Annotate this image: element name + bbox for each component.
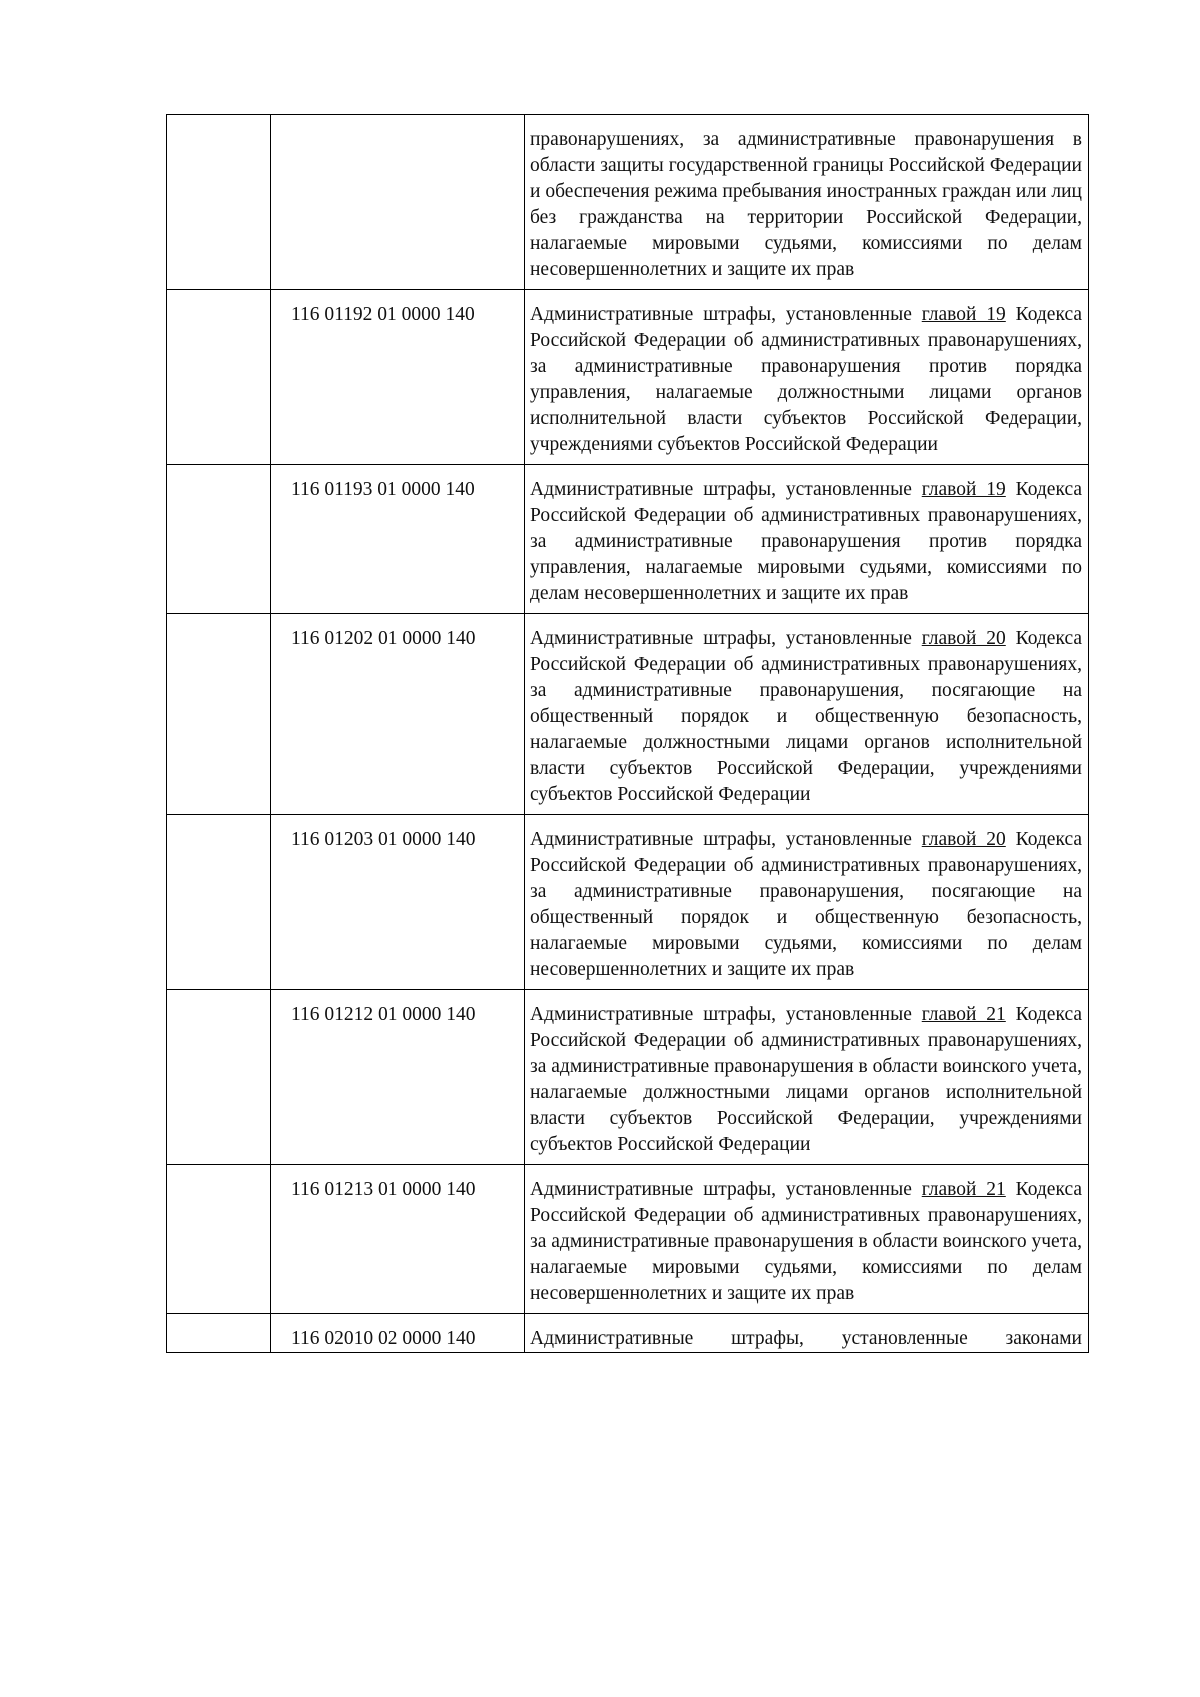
- chapter-link[interactable]: главой 20: [921, 628, 1006, 649]
- budget-code-table: [166, 114, 1089, 1353]
- blank-cell: [167, 815, 271, 990]
- table-row: [167, 465, 1089, 614]
- blank-cell: [167, 614, 271, 815]
- description-cell: [525, 815, 1089, 990]
- chapter-link[interactable]: главой 21: [921, 1004, 1006, 1025]
- description-text: [525, 614, 1088, 814]
- description-rest: Кодекса Российской Федерации об административных правонарушениях, за административные правонарушения, посягающие на общественный порядок и общественную безопасность, налагаемые мировыми судьями, комиссиями по делам несовершеннолетних и защите их прав: [530, 829, 1082, 980]
- description-cell: [525, 115, 1089, 290]
- description-rest: Кодекса Российской Федерации об административных правонарушениях, за административные правонарушения в области воинского учета, налагаемые мировыми судьями, комиссиями по делам несовершеннолетних и защите их прав: [530, 1179, 1082, 1304]
- code-cell: [271, 990, 525, 1165]
- blank-cell: [167, 1314, 271, 1353]
- description-rest: Кодекса Российской Федерации об административных правонарушениях, за административные правонарушения против порядка управления, налагаемые мировыми судьями, комиссиями по делам несовершеннолетних и защите их прав: [530, 479, 1082, 604]
- description-lead: Административные штрафы, установленные: [530, 1179, 922, 1200]
- blank-cell: [167, 290, 271, 465]
- budget-code: 116 01213 01 0000 140: [291, 1179, 476, 1200]
- description-text: [525, 465, 1088, 613]
- description-lead: Административные штрафы, установленные: [530, 829, 922, 850]
- description-cell: [525, 1165, 1089, 1314]
- description-text: [525, 815, 1088, 989]
- code-cell: [271, 290, 525, 465]
- description-text: [525, 990, 1088, 1164]
- budget-code: 116 02010 02 0000 140: [291, 1328, 476, 1349]
- description-rest: Кодекса Российской Федерации об административных правонарушениях, за административные правонарушения, посягающие на общественный порядок и общественную безопасность, налагаемые должностными лицами органов исполнительной власти субъектов Российской Федерации, учреждениями субъектов Российской Федерации: [530, 628, 1082, 805]
- table-row: [167, 115, 1089, 290]
- budget-code: [271, 115, 524, 127]
- blank-cell: [167, 115, 271, 290]
- description-lead: Административные штрафы, установленные: [530, 628, 922, 649]
- code-cell: [271, 1314, 525, 1353]
- description-rest: Кодекса Российской Федерации об административных правонарушениях, за административные правонарушения в области воинского учета, налагаемые должностными лицами органов исполнительной власти субъектов Российской Федерации, учреждениями субъектов Российской Федерации: [530, 1004, 1082, 1155]
- blank-cell: [167, 465, 271, 614]
- description-rest: Кодекса Российской Федерации об административных правонарушениях, за административные правонарушения против порядка управления, налагаемые должностными лицами органов исполнительной власти субъектов Российской Федерации, учреждениями субъектов Российской Федерации: [530, 304, 1082, 455]
- budget-code: 116 01203 01 0000 140: [291, 829, 476, 850]
- table-row: [167, 815, 1089, 990]
- description-cell: [525, 290, 1089, 465]
- description-cell: [525, 1314, 1089, 1353]
- table-row: [167, 1314, 1089, 1353]
- table-row: [167, 1165, 1089, 1314]
- blank-cell: [167, 1165, 271, 1314]
- description-cell: [525, 465, 1089, 614]
- code-cell: [271, 1165, 525, 1314]
- description-text: правонарушениях, за административные правонарушения в области защиты государственной границы Российской Федерации и обеспечения режима пребывания иностранных граждан или лиц без гражданства на территории Российской Федерации, налагаемые мировыми судьями, комиссиями по делам несовершеннолетних и защите их прав: [530, 129, 1082, 280]
- description-text: [525, 1165, 1088, 1313]
- description-lead: Административные штрафы, установленные: [530, 1004, 922, 1025]
- chapter-link[interactable]: главой 21: [921, 1179, 1006, 1200]
- budget-code: 116 01212 01 0000 140: [291, 1004, 476, 1025]
- blank-cell: [167, 990, 271, 1165]
- description-lead: Административные штрафы, установленные: [530, 304, 922, 325]
- code-cell: [271, 614, 525, 815]
- table-row: [167, 990, 1089, 1165]
- code-cell: [271, 115, 525, 290]
- chapter-link[interactable]: главой 19: [921, 304, 1006, 325]
- description-lead: Административные штрафы, установленные: [530, 479, 922, 500]
- chapter-link[interactable]: главой 19: [921, 479, 1006, 500]
- budget-code: 116 01193 01 0000 140: [291, 479, 475, 500]
- description-cell: [525, 990, 1089, 1165]
- code-cell: [271, 465, 525, 614]
- description-text: [525, 290, 1088, 464]
- table-row: [167, 290, 1089, 465]
- budget-code: 116 01202 01 0000 140: [291, 628, 476, 649]
- code-cell: [271, 815, 525, 990]
- chapter-link[interactable]: главой 20: [921, 829, 1006, 850]
- description-text: Административные штрафы, установленные законами: [530, 1328, 1082, 1349]
- table-row: [167, 614, 1089, 815]
- budget-code: 116 01192 01 0000 140: [291, 304, 475, 325]
- description-cell: [525, 614, 1089, 815]
